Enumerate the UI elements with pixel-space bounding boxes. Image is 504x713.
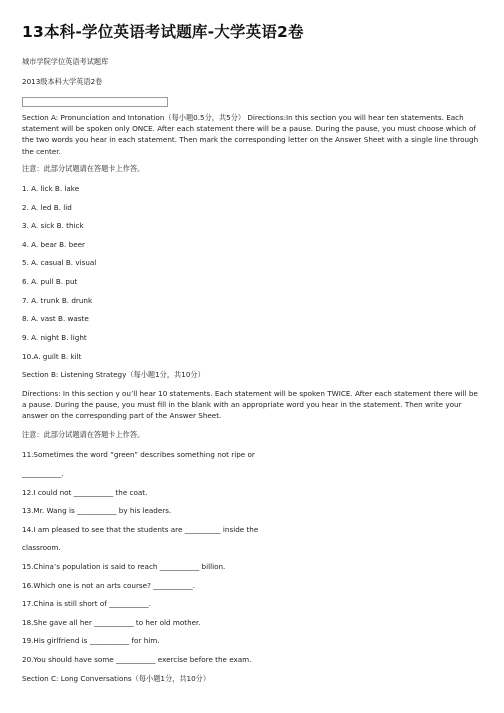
list-item: 20.You should have some ___________ exercise before the exam. [22,655,252,664]
list-item: 18.She gave all her ___________ to her old mother. [22,618,201,627]
list-item: 14.I am pleased to see that the students are __________ inside the [22,525,259,534]
list-item: 12.I could not ___________ the coat. [22,488,148,497]
list-item: 11.Sometimes the word “green” describes something not ripe or [22,450,255,459]
list-item: 17.China is still short of ___________. [22,599,151,608]
list-item: 4. A. bear B. beer [22,240,85,249]
section-b-directions: Directions: In this section y ou’ll hear 10 statements. Each statement will be spoken TWICE. After each statement there will be a pause. During the pause, you must fill in the blank with an appropriate word you hear in the statement. Then write your answer on the corresponding part of the Answer Sheet. [22,389,478,421]
list-item: 5. A. casual B. visual [22,258,97,267]
list-item: 10.A. guilt B. kilt [22,352,82,361]
list-item: classroom. [22,543,61,552]
list-item: 13.Mr. Wang is ___________ by his leaders. [22,506,172,515]
section-b-heading: Section B: Listening Strategy（每小题1分，共10分） [22,370,205,379]
document-title: 13本科-学位英语考试题库-大学英语2卷 [22,23,304,41]
list-item: 6. A. pull B. put [22,277,78,286]
section-a-heading: Section A: Pronunciation and Intonation（每小题0.5分，共5分） Directions:In this section you will hear ten statements. Each statement will be spoken only ONCE. After each statement there will be a pause. During the pause, you must choose which of the two words you hear in each statement. Then mark the corresponding letter on the Answer Sheet with a single line through the center. [22,113,479,156]
list-item: 19.His girlfriend is ___________ for him. [22,636,160,645]
section-a-note: 注意：此部分试题请在答题卡上作答。 [22,164,145,173]
section-b-note: 注意：此部分试题请在答题卡上作答。 [22,430,145,439]
list-item: ___________. [22,469,64,478]
list-item: 7. A. trunk B. drunk [22,296,93,305]
list-item: 9. A. night B. light [22,333,87,342]
school-subtitle: 城市学院学位英语考试题库 [22,57,109,66]
list-item: 2. A. led B. lid [22,203,72,212]
list-item: 1. A. lick B. lake [22,184,80,193]
list-item: 16.Which one is not an arts course? ___________. [22,581,196,590]
list-item: 8. A. vast B. waste [22,314,89,323]
list-item: 15.China’s population is said to reach ___________ billion. [22,562,226,571]
list-item: 3. A. sick B. thick [22,221,84,230]
exam-label: 2013级本科大学英语2卷 [22,77,103,86]
blank-input-box[interactable] [22,97,168,107]
section-c-heading: Section C: Long Conversations（每小题1分，共10分） [22,674,211,683]
